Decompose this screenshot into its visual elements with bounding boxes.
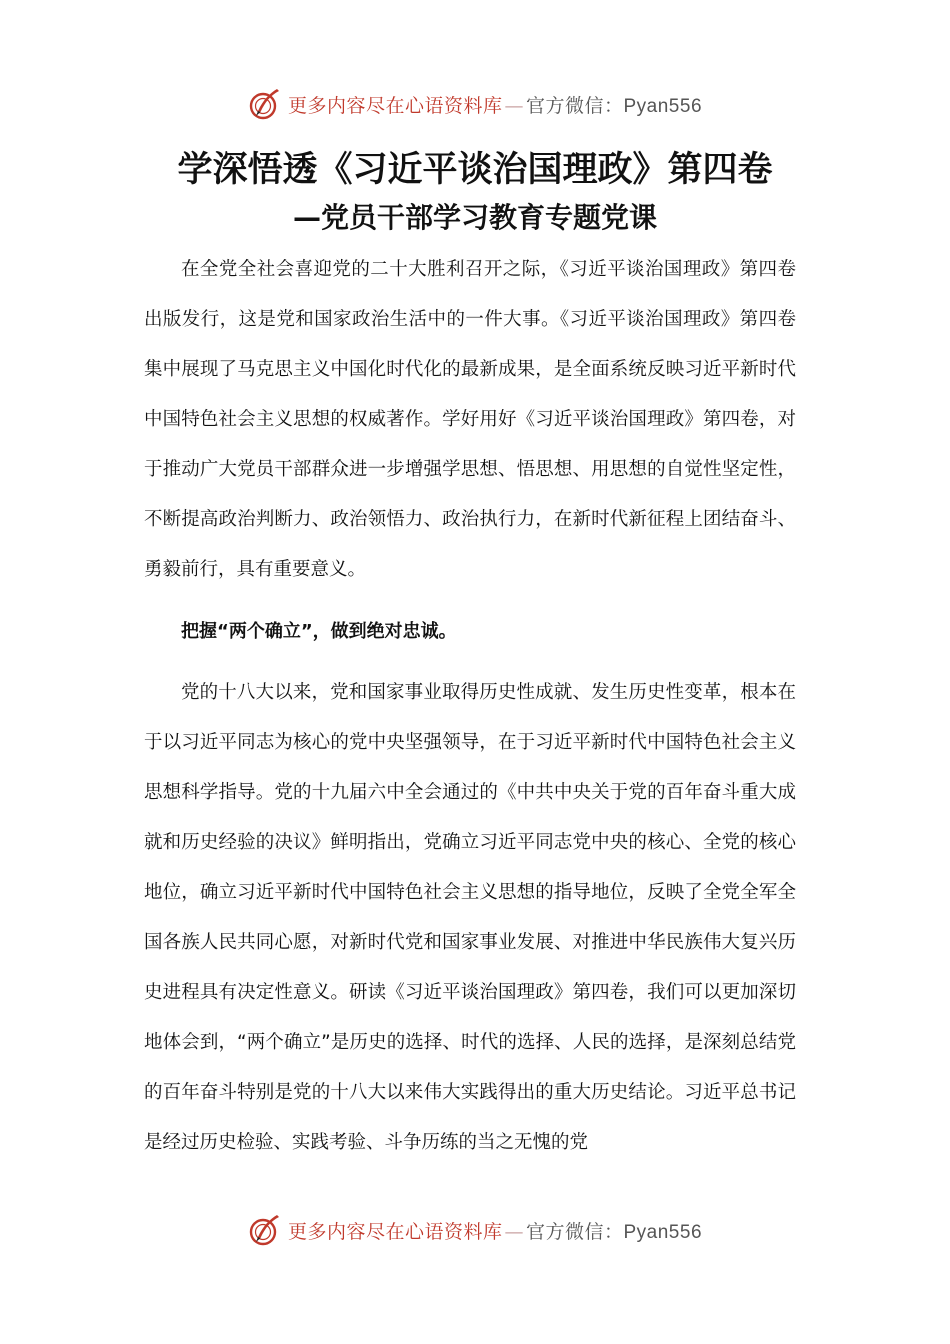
banner-text <box>288 91 702 118</box>
banner-separator: — <box>504 1220 524 1243</box>
header-banner <box>0 84 950 124</box>
paragraph: 党的十八大以来，党和国家事业取得历史性成就、发生历史性变革，根本在于以习近平同志为核心的党中央坚强领导，在于习近平新时代中国特色社会主义思想科学指导。党的十九届六中全会通过的《中共中央关于党的百年奋斗重大成就和历史经验的决议》鲜明指出，党确立习近平同志党中央的核心、全党的核心地位，确立习近平新时代中国特色社会主义思想的指导地位，反映了全党全军全国各族人民共同心愿，对新时代党和国家事业发展、对推进中华民族伟大复兴历史进程具有决定性意义。研读《习近平谈治国理政》第四卷，我们可以更加深切地体会到，“两个确立”是历史的选择、时代的选择、人民的选择，是深刻总结党的百年奋斗特别是党的十八大以来伟大实践得出的重大历史结论。习近平总书记是经过历史检验、实践考验、斗争历练的当之无愧的党 <box>144 682 796 1153</box>
quill-pen-logo-icon <box>248 1213 282 1247</box>
section-heading: 把握“两个确立”，做到绝对忠诚。 <box>181 621 457 642</box>
banner-text <box>288 1217 702 1244</box>
body-section-intro <box>144 245 796 595</box>
banner-label: 官方微信： <box>525 94 624 117</box>
quill-pen-logo-icon <box>248 87 282 121</box>
footer-banner <box>0 1210 950 1250</box>
banner-brand: 更多内容尽在心语资料库 <box>287 1220 503 1243</box>
banner-wechat-id: Pyan556 <box>623 95 703 117</box>
banner-label: 官方微信： <box>525 1220 624 1243</box>
paragraph: 在全党全社会喜迎党的二十大胜利召开之际，《习近平谈治国理政》第四卷出版发行，这是党和国家政治生活中的一件大事。《习近平谈治国理政》第四卷集中展现了马克思主义中国化时代化的最新成果，是全面系统反映习近平新时代中国特色社会主义思想的权威著作。学好用好《习近平谈治国理政》第四卷，对于推动广大党员干部群众进一步增强学思想、悟思想、用思想的自觉性坚定性，不断提高政治判断力、政治领悟力、政治执行力，在新时代新征程上团结奋斗、勇毅前行，具有重要意义。 <box>144 259 796 580</box>
document-title: 学深悟透《习近平谈治国理政》第四卷 <box>177 150 773 190</box>
banner-separator: — <box>504 94 524 117</box>
body-section-main <box>144 668 796 1168</box>
banner-brand: 更多内容尽在心语资料库 <box>287 94 503 117</box>
banner-wechat-id: Pyan556 <box>623 1221 703 1243</box>
document-subtitle: —党员干部学习教育专题党课 <box>292 201 657 234</box>
